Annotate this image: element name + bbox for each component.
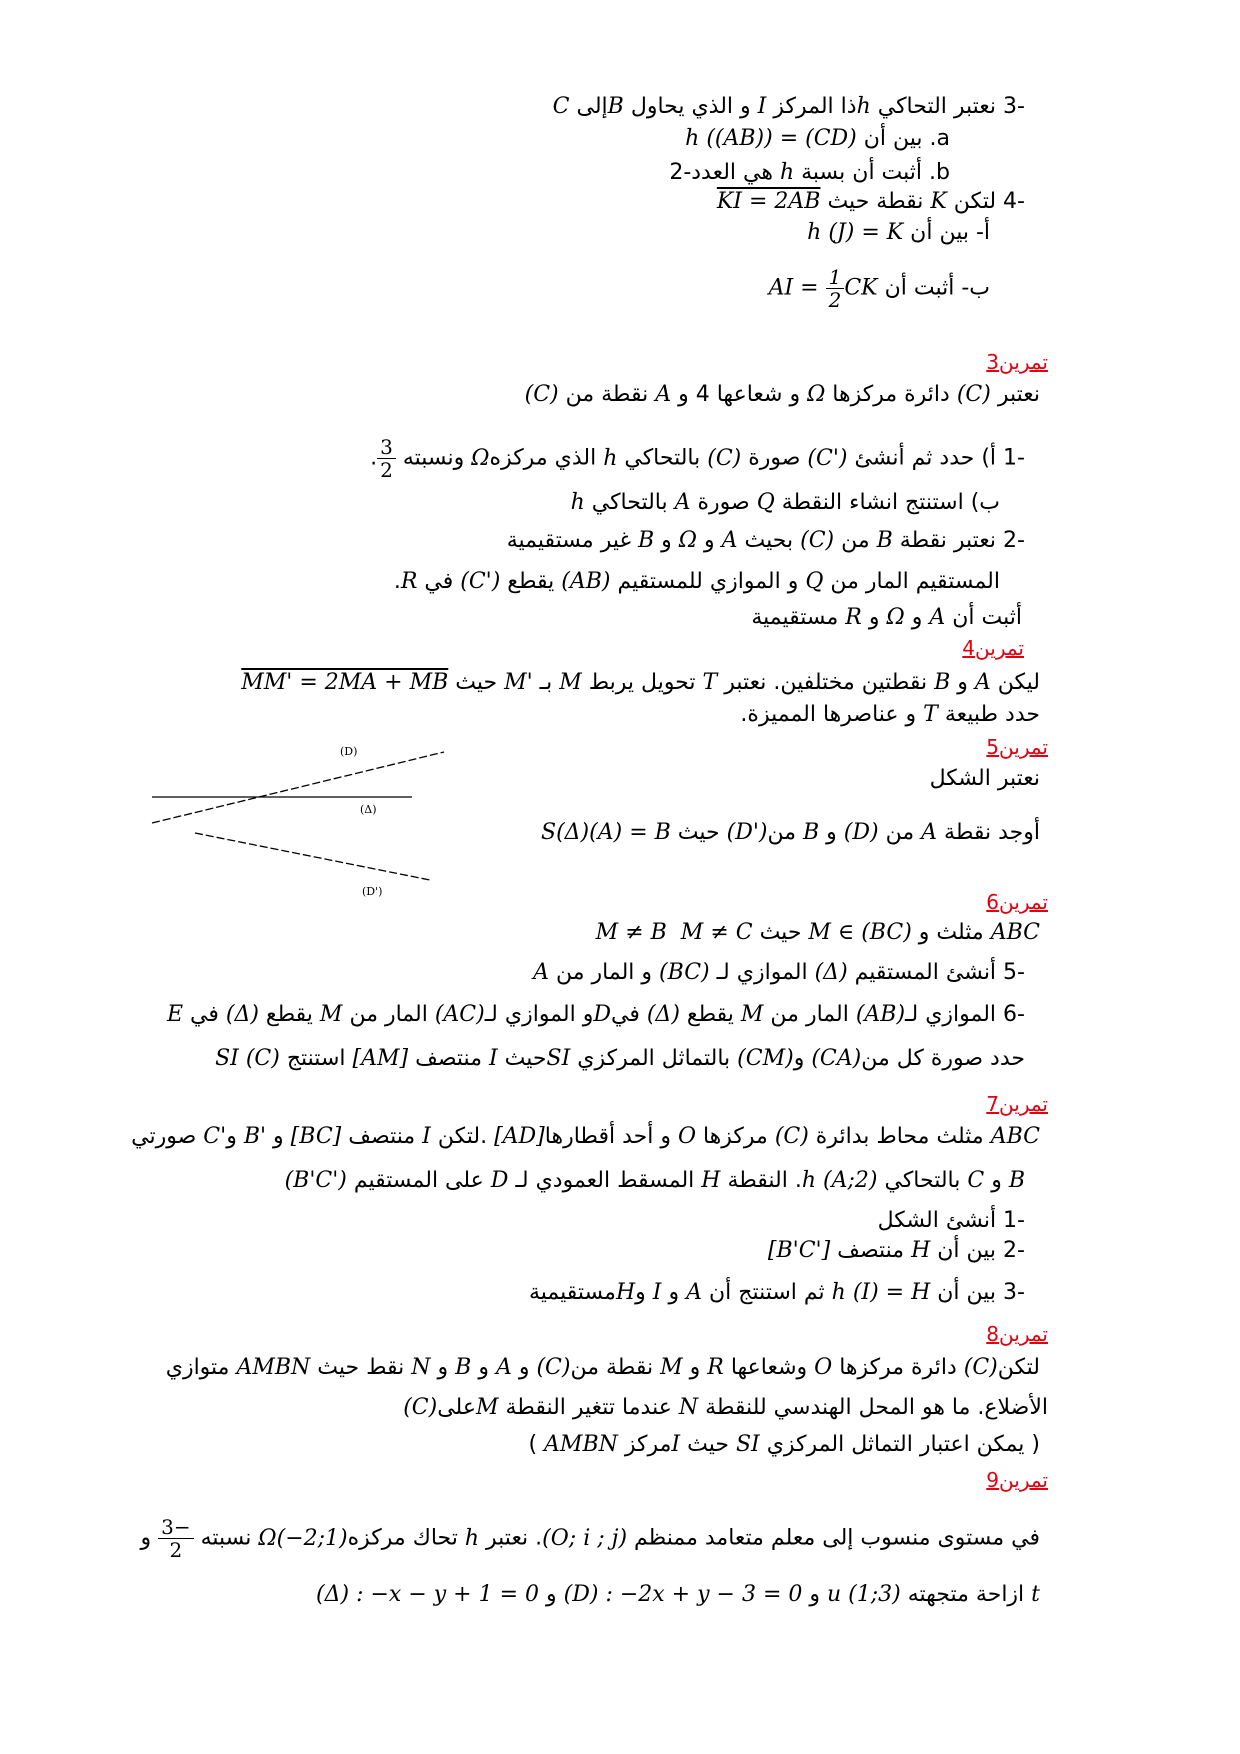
e3-q2: -2 نعتبر نقطة B من (C) بحيث A و Ω و B غير مستقيمية xyxy=(506,528,1025,553)
e7-l2: B و C بالتحاكي h (A;2). النقطة H المسقط العمودي لـ D على المستقيم (B'C') xyxy=(284,1168,1025,1193)
e3-q1b: ب) استنتج انشاء النقطة Q صورة A بالتحاكي h xyxy=(570,490,1000,515)
e5-l2: أوجد نقطة A من (D) و B من(D') حيث S(Δ)(A) = B xyxy=(541,820,1040,845)
e2-q3b: b. أثبت أن بسبة h هي العدد-2 xyxy=(669,160,950,185)
e6-l3: -6 الموازي لـ(AB) المار من M يقطع (Δ) فيDو الموازي لـ(AC) المار من M يقطع (Δ) في E xyxy=(166,1002,1025,1027)
e6-l1: ABC مثلث و M ∈ (BC) حيث M ≠ C M ≠ B xyxy=(595,920,1040,945)
e7-q3: -3 بين أن h (I) = H ثم استنتج أن A و I وHمستقيمية xyxy=(528,1280,1025,1305)
exercise-3-title: تمرين3 xyxy=(986,350,1048,374)
e2-q4: -4 لتكن K نقطة حيث KI = 2AB xyxy=(716,189,1025,214)
e2-q3a: a. بين أن h ((AB)) = (CD) xyxy=(685,126,950,151)
e3-q1a: -1 أ) حدد ثم أنشئ (C') صورة (C) بالتحاكي h الذي مركزهΩ ونسبته $\frac{3}{2}$ . xyxy=(370,435,1025,482)
fraction: $\frac{1}{2}$ xyxy=(826,266,845,311)
label-d: (D) xyxy=(340,745,358,758)
e7-l1: ABC مثلث محاط بدائرة (C) مركزها O و أحد أقطارها[AD] .لتكن I منتصف [BC] و B' وC' صورتي xyxy=(131,1124,1040,1149)
e9-l2: t ازاحة متجهته u (1;3) و (D) : −2x + y − 3 = 0 و (Δ) : −x − y + 1 = 0 xyxy=(316,1582,1040,1607)
e6-l2: -5 أنشئ المستقيم (Δ) الموازي لـ (BC) و المار من A xyxy=(533,960,1025,985)
exercise-7-title: تمرين7 xyxy=(986,1092,1048,1116)
fraction: $\frac{-3}{2}$ xyxy=(158,1516,194,1561)
e8-l1: لتكن(C) دائرة مركزها O وشعاعها R و M نقطة من(C) و A و B و N نقط حيث AMBN متوازي xyxy=(165,1355,1040,1380)
e7-q1: -1 أنشئ الشكل xyxy=(877,1208,1025,1233)
e2-q4a: أ- بين أن h (J) = K xyxy=(807,220,990,245)
e2-q3: -3 نعتبر التحاكي hذا المركز I و الذي يحاول Bإلى C xyxy=(552,94,1025,119)
e3-q2b: المستقيم المار من Q و الموازي للمستقيم (AB) يقطع (C') في R. xyxy=(393,569,1000,594)
e3-intro: نعتبر (C) دائرة مركزها Ω و شعاعها 4 و A نقطة من (C) xyxy=(524,382,1040,407)
e8-l3: ( يمكن اعتبار التماثل المركزي SI حيث Iمركز AMBN ) xyxy=(528,1432,1040,1457)
exercise-6-title: تمرين6 xyxy=(986,890,1048,914)
e9-l1: في مستوى منسوب إلى معلم متعامد ممنظم (O; i ; j). نعتبر h تحاك مركزهΩ(−2;1) نسبته $\frac{-3}{2}$ و xyxy=(140,1515,1040,1562)
e3-q2c: أثبت أن A و Ω و R مستقيمية xyxy=(751,605,1022,630)
e6-l4: حدد صورة كل من(CA) و(CM) بالتماثل المركزي SIحيث I منتصف [AM] استنتج SI (C) xyxy=(215,1046,1025,1071)
e4-l2: حدد طبيعة T و عناصرها المميزة. xyxy=(740,702,1040,727)
e7-q2: -2 بين أن H منتصف [B'C'] xyxy=(767,1238,1025,1263)
fraction: $\frac{3}{2}$ xyxy=(377,436,396,481)
line-d xyxy=(152,752,444,823)
e5-l1: نعتبر الشكل xyxy=(929,766,1040,791)
e4-l1: ليكن A و B نقطتين مختلفين. نعتبر T تحويل يربط M بـ M' حيث MM' = 2MA + MB xyxy=(241,670,1040,695)
e2-q4b: ب- أثبت أن AI = $\frac{1}{2}$ CK xyxy=(768,265,990,312)
e8-l2: الأضلاع. ما هو المحل الهندسي للنقطة N عندما تتغير النقطة Mعلى(C) xyxy=(403,1395,1048,1420)
exercise-9-title: تمرين9 xyxy=(986,1468,1048,1492)
label-d-prime: (D') xyxy=(362,885,383,898)
exercise-8-title: تمرين8 xyxy=(986,1322,1048,1346)
exercise-5-title: تمرين5 xyxy=(986,735,1048,759)
label-delta: (Δ) xyxy=(360,803,377,816)
exercise-4-title: تمرين4 xyxy=(962,636,1024,660)
